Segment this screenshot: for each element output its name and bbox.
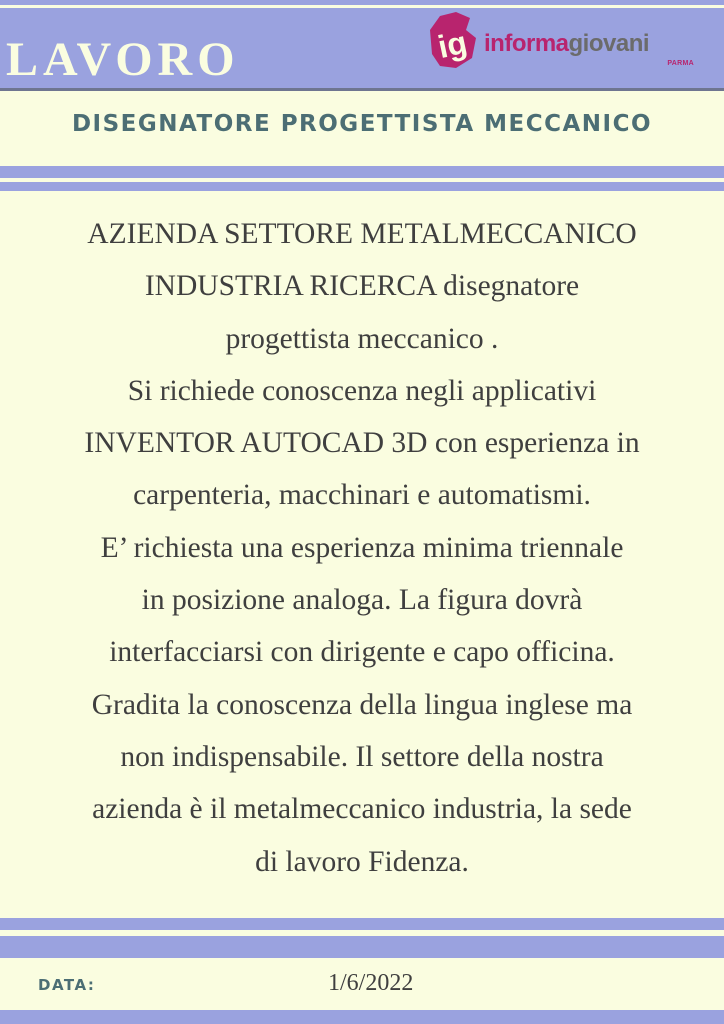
stripe-footer-2 [0,936,724,958]
description-line: E’ richiesta una esperienza minima triennale [100,531,624,564]
description-line: INVENTOR AUTOCAD 3D con esperienza in [84,427,640,460]
description-line: carpenteria, macchinari e automatismi. [133,479,591,512]
description-line: in posizione analoga. La figura dovrà [141,584,583,617]
logo-name-part1: informa [484,30,569,57]
description-line: Si richiede conoscenza negli applicativi [127,374,597,407]
stripe-footer-1 [0,918,724,930]
description-line: azienda è il metalmeccanico industria, la sede [92,793,632,826]
description-line: non indispensabile. Il settore della nostra [120,740,604,773]
section-title: LAVORO [6,33,240,86]
description-line: INDUSTRIA RICERCA disegnatore [144,270,580,303]
description-line: interfacciarsi con dirigente e capo officina. [109,636,615,669]
job-description [0,208,724,888]
ig-logo-icon [426,8,486,72]
header-divider [0,88,724,91]
stripe-under-title-1 [0,166,724,178]
top-stripe [0,0,724,5]
date-value: 1/6/2022 [328,970,414,996]
job-title: DISEGNATORE PROGETTISTA MECCANICO [71,111,653,137]
date-label: DATA: [38,976,96,994]
logo-city: PARMA [667,60,694,67]
stripe-bottom [0,1010,724,1024]
description-line: Gradita la conoscenza della lingua inglese ma [91,688,633,721]
svg-text:ig: ig [434,23,471,66]
logo-name-part2: giovani [568,30,650,57]
informagiovani-logo [426,8,698,74]
description-line: di lavoro Fidenza. [255,845,469,878]
description-line: AZIENDA SETTORE METALMECCANICO [87,218,637,250]
logo-wordmark [484,30,649,58]
stripe-under-title-2 [0,182,724,191]
description-line: progettista meccanico . [225,322,499,355]
